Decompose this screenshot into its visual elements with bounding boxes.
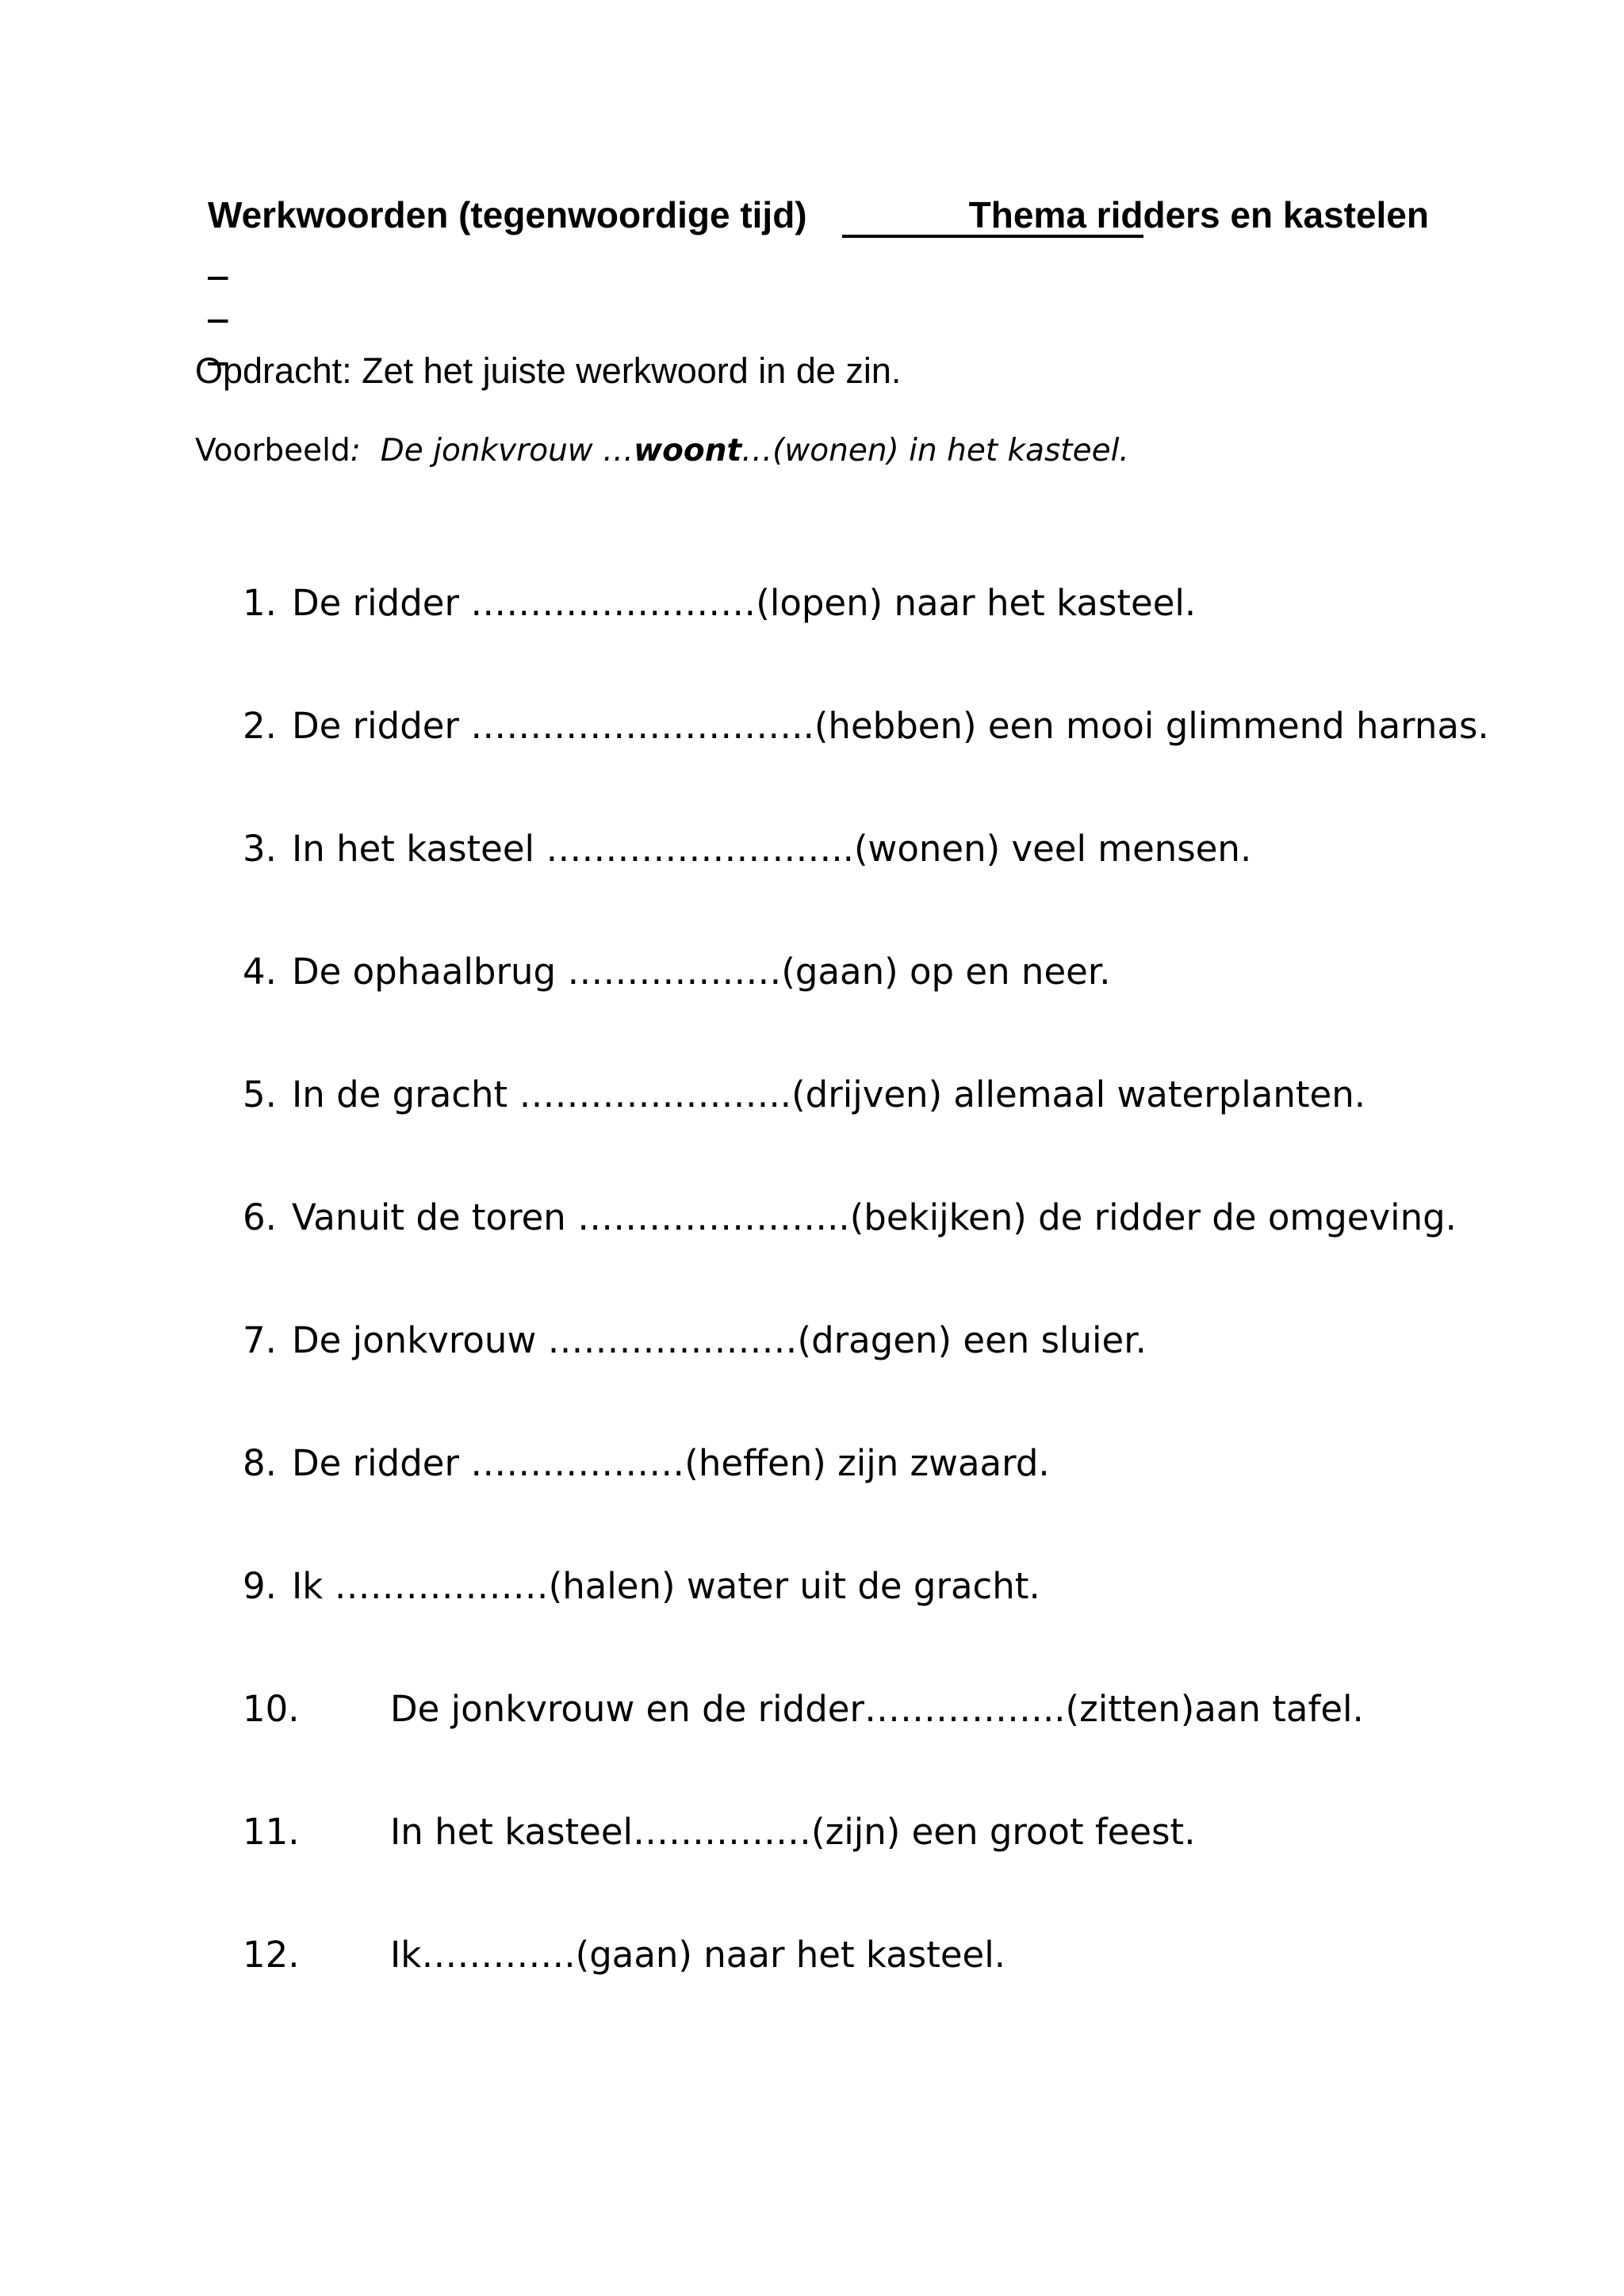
exercise-number: 1. [243, 582, 277, 624]
exercise-text: De ridder ……………………(lopen) naar het kasteel. [292, 582, 1197, 624]
exercise-text: Ik………….(gaan) naar het kasteel. [390, 1934, 1006, 1976]
exercise-number: 12. [243, 1934, 300, 1976]
exercise-text: De ophaalbrug ………………(gaan) op en neer. [292, 951, 1111, 993]
exercise-number: 4. [243, 951, 277, 993]
exercise-text: Vanuit de toren …………………..(bekijken) de ridder de omgeving. [292, 1196, 1457, 1238]
exercise-number: 5. [243, 1073, 277, 1115]
exercise-number: 11. [243, 1811, 300, 1853]
title-thema: Thema ridders en kastelen [968, 194, 1429, 235]
exercise-text: In het kasteel……………(zijn) een groot feest. [390, 1811, 1196, 1853]
exercise-number: 8. [243, 1442, 277, 1484]
exercise-text: In de gracht …………………..(drijven) allemaal waterplanten. [292, 1073, 1366, 1115]
exercise-text: De ridder ………………………..(hebben) een mooi glimmend harnas. [292, 705, 1489, 747]
example-after: …(wonen) in het kasteel. [741, 433, 1129, 469]
exercise-number: 7. [243, 1319, 277, 1361]
example-before: De jonkvrouw … [380, 433, 634, 469]
exercise-number: 10. [243, 1688, 300, 1730]
title-werkwoorden: Werkwoorden (tegenwoordige tijd) [208, 194, 807, 235]
exercise-number: 9. [243, 1565, 277, 1607]
exercise-text: Ik ………………(halen) water uit de gracht. [292, 1565, 1040, 1607]
exercise-text: De jonkvrouw en de ridder……………..(zitten)aan tafel. [390, 1688, 1364, 1730]
exercise-text: In het kasteel ……………………..(wonen) veel mensen. [292, 828, 1252, 870]
example-label: Voorbeeld [195, 433, 350, 469]
exercise-number: 6. [243, 1196, 277, 1238]
worksheet-title [208, 193, 1429, 241]
example-sentence [195, 433, 1129, 469]
exercise-text: De jonkvrouw …………………(dragen) een sluier. [292, 1319, 1147, 1361]
example-colon: : [350, 433, 361, 469]
example-answer: woont [634, 433, 742, 469]
assignment-instruction: Opdracht: Zet het juiste werkwoord in de zin. [195, 350, 902, 391]
exercise-text: De ridder ………………(heffen) zijn zwaard. [292, 1442, 1050, 1484]
exercise-number: 2. [243, 705, 277, 747]
exercise-number: 3. [243, 828, 277, 870]
